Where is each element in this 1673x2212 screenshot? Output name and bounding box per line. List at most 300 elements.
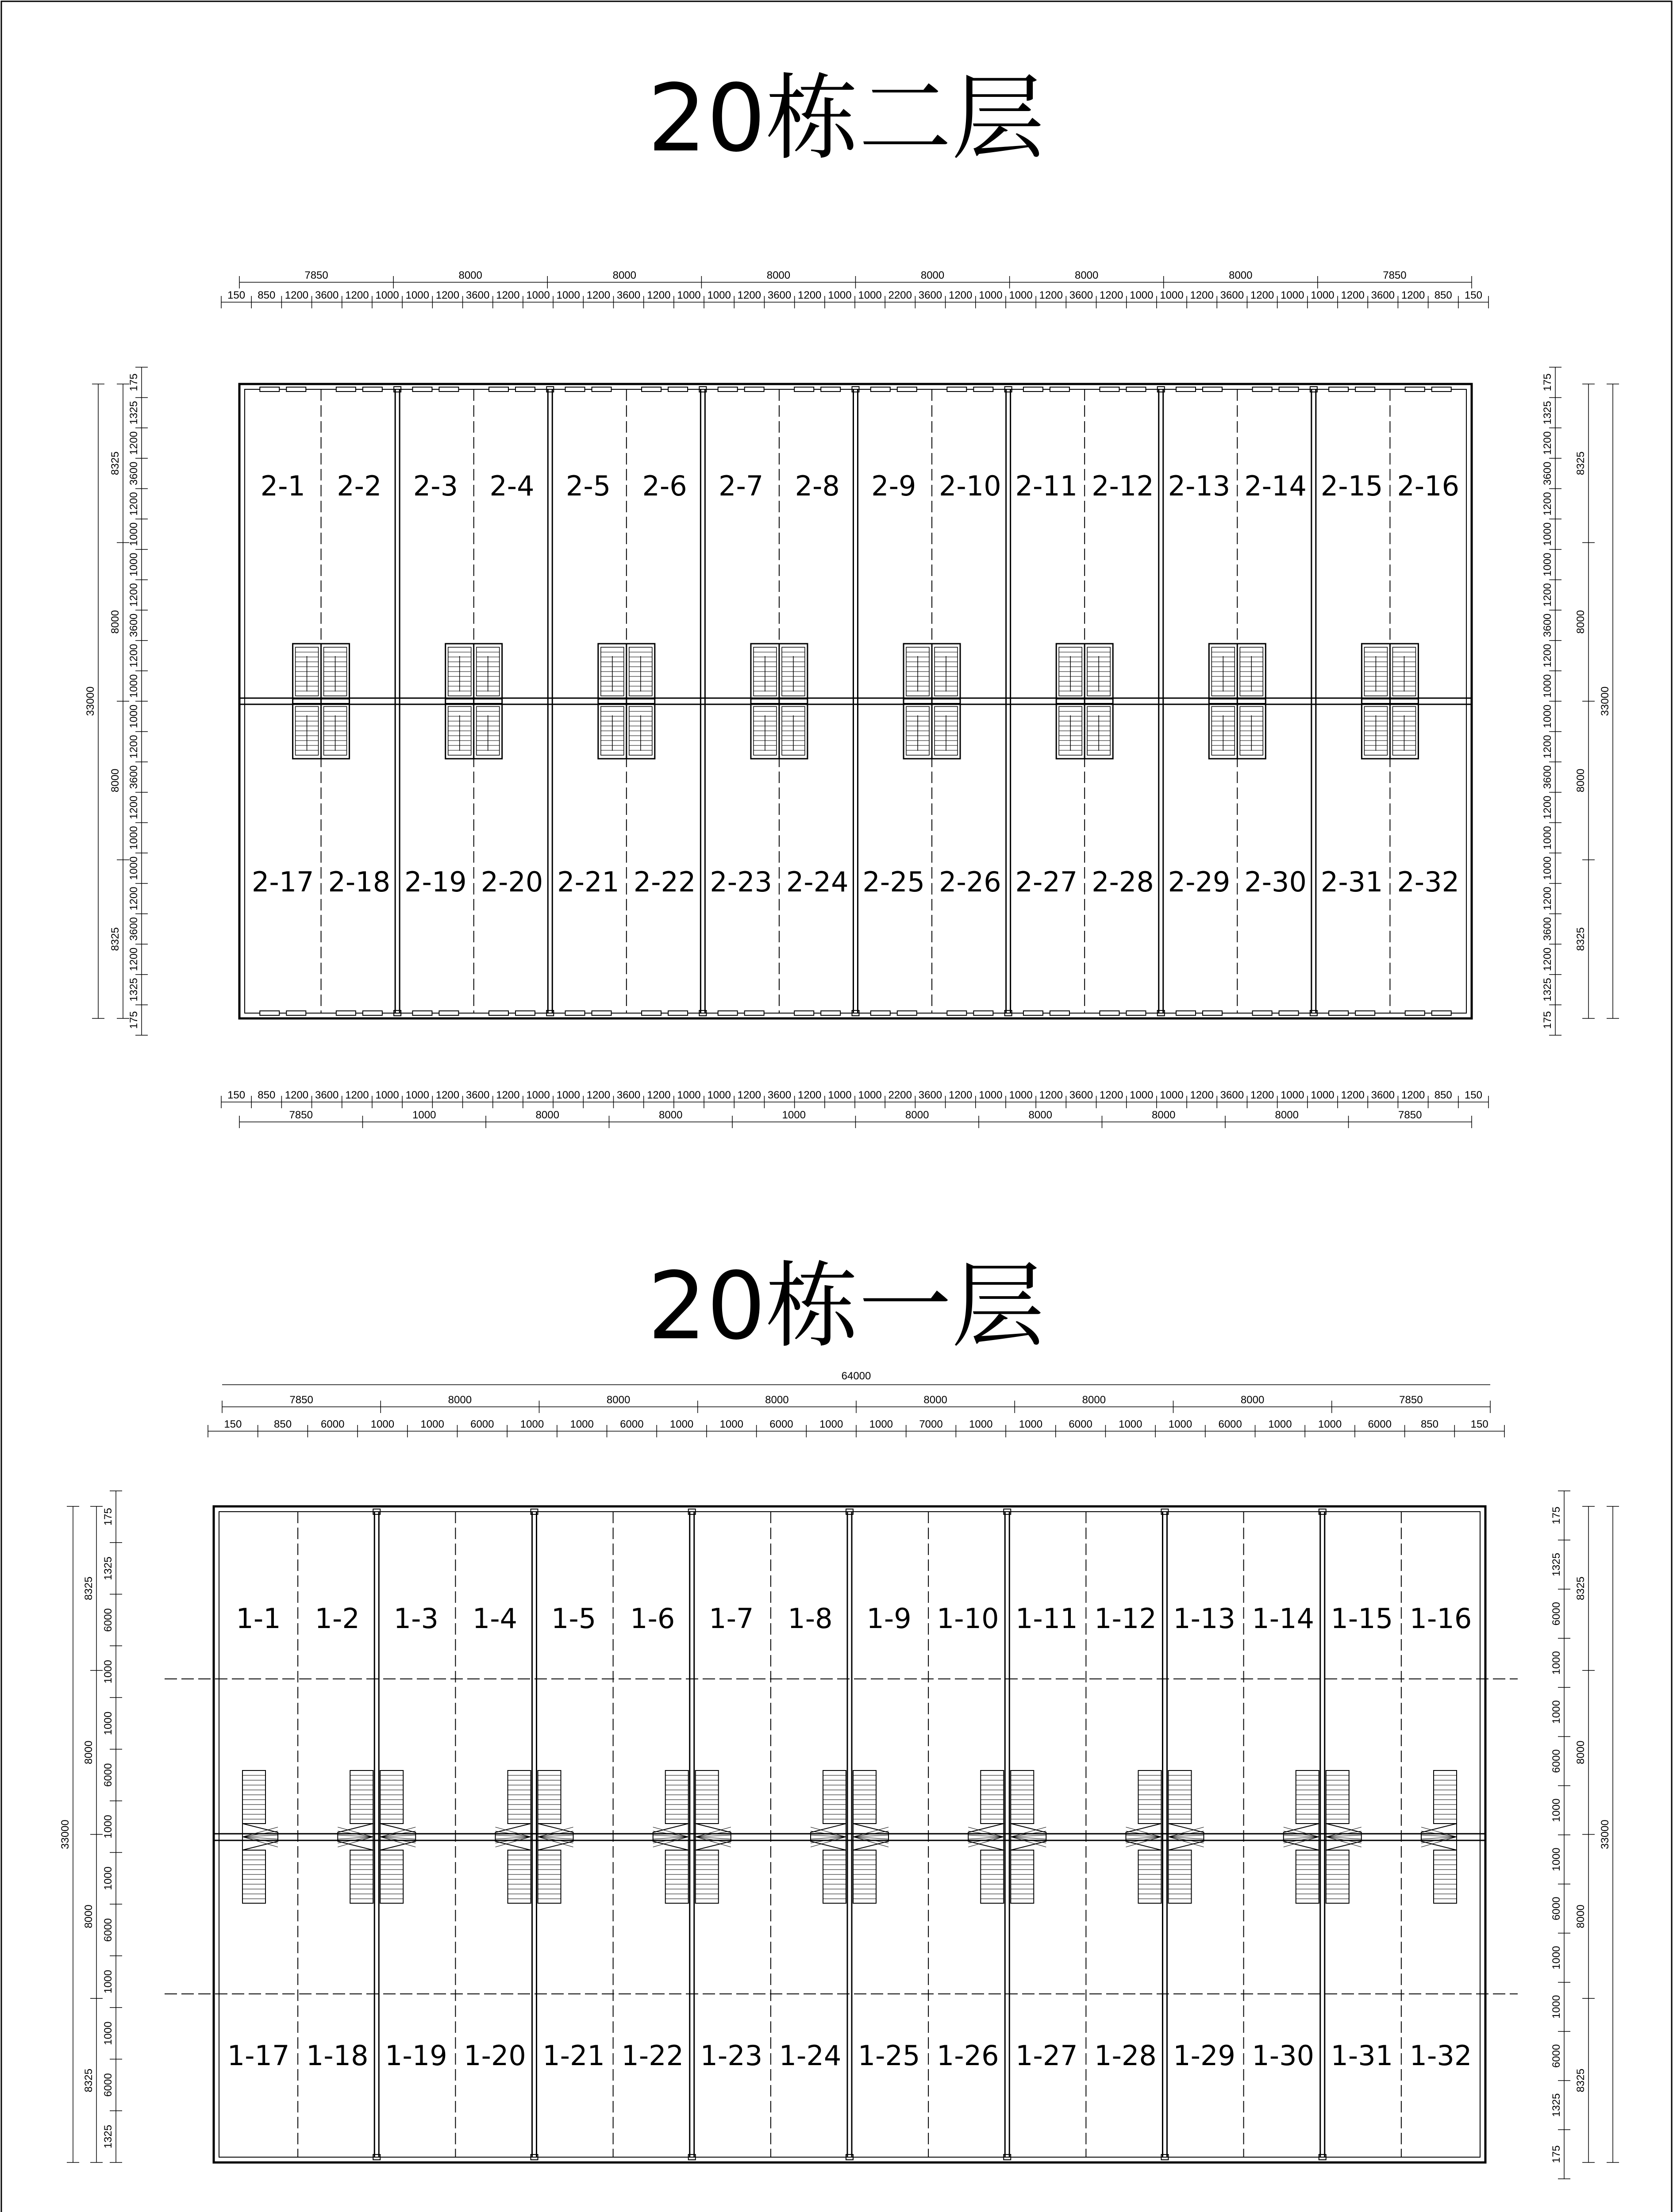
dimension-value: 2200: [888, 1089, 912, 1101]
dimension-value: 3600: [918, 289, 942, 301]
dimension-value: 8000: [1575, 1740, 1587, 1764]
floor1-dimension-left: [59, 1491, 122, 2162]
dimension-value: 1000: [1542, 522, 1554, 546]
unit-label: 1-23: [700, 2039, 763, 2072]
unit-label: 2-3: [413, 470, 458, 502]
window: [1126, 1011, 1146, 1015]
dimension-value: 175: [1542, 1011, 1554, 1029]
floor1-total-length: 64000: [841, 1370, 871, 1382]
stair-flight: [242, 1770, 265, 1824]
unit-label: 1-8: [788, 1602, 833, 1635]
dimension-value: 175: [1542, 373, 1554, 392]
window: [592, 1011, 612, 1015]
window: [1279, 387, 1299, 392]
window: [1100, 1011, 1119, 1015]
dimension-value: 1325: [1550, 2093, 1562, 2117]
dimension-value: 1000: [1542, 553, 1554, 576]
dimension-value: 3600: [1371, 1089, 1395, 1101]
dimension-value: 1000: [526, 1089, 550, 1101]
window: [1355, 1011, 1375, 1015]
window: [1050, 387, 1069, 392]
dimension-value: 7850: [289, 1109, 313, 1121]
dimension-value: 1200: [1099, 1089, 1123, 1101]
dimension-value: 8000: [448, 1394, 472, 1406]
dimension-value: 1325: [102, 1556, 114, 1580]
dimension-value: 150: [1470, 1418, 1488, 1430]
dimension-value: 1000: [128, 553, 140, 576]
dimension-value: 850: [1434, 1089, 1452, 1101]
dimension-value: 8000: [1082, 1394, 1106, 1406]
stair-flight: [1011, 1770, 1034, 1824]
dimension-value: 1000: [1311, 289, 1335, 301]
window: [286, 1011, 306, 1015]
window: [412, 387, 432, 392]
stair-flight: [1138, 1770, 1161, 1824]
dimension-value: 1000: [1550, 1700, 1562, 1724]
stair-flight: [1326, 1770, 1349, 1824]
dimension-value: 1200: [1190, 1089, 1214, 1101]
dimension-value: 3600: [128, 765, 140, 789]
dimension-value: 1000: [828, 1089, 852, 1101]
unit-label: 1-32: [1409, 2039, 1472, 2072]
dimension-value: 1000: [420, 1418, 444, 1430]
floor2-unit-labels-top: [261, 470, 1459, 502]
dimension-value: 8325: [1575, 1576, 1587, 1601]
floor2-dimension-top: [221, 269, 1488, 308]
unit-label: 2-13: [1168, 470, 1231, 502]
dimension-value: 850: [274, 1418, 292, 1430]
dimension-value: 1200: [1542, 431, 1554, 455]
window: [489, 1011, 508, 1015]
dimension-value: 8000: [920, 269, 945, 281]
dimension-value: 7850: [1399, 1394, 1423, 1406]
window: [515, 387, 535, 392]
dimension-value: 1000: [102, 1866, 114, 1890]
dimension-value: 1200: [496, 1089, 520, 1101]
window: [1050, 1011, 1069, 1015]
unit-label: 2-5: [565, 470, 611, 502]
dimension-value: 1000: [556, 1089, 580, 1101]
dimension-value: 8000: [458, 269, 482, 281]
dimension-value: 6000: [1550, 1897, 1562, 1920]
stair-landing: [1126, 1824, 1161, 1850]
window: [1329, 1011, 1348, 1015]
unit-label: 2-19: [404, 866, 467, 898]
unit-label: 2-12: [1092, 470, 1154, 502]
dimension-value: 150: [227, 289, 246, 301]
dimension-value: 1000: [1311, 1089, 1335, 1101]
window: [871, 1011, 890, 1015]
dimension-value: 33000: [1599, 1820, 1611, 1849]
dimension-value: 1000: [1550, 1847, 1562, 1871]
unit-label: 2-24: [786, 866, 849, 898]
dimension-value: 175: [128, 373, 140, 392]
dimension-value: 1200: [737, 289, 762, 301]
window: [642, 1011, 661, 1015]
dimension-value: 3600: [1069, 289, 1093, 301]
dimension-value: 3600: [1542, 765, 1554, 789]
dimension-value: 6000: [1550, 2044, 1562, 2068]
dimension-value: 7850: [289, 1394, 313, 1406]
dimension-value: 3600: [1220, 289, 1244, 301]
window: [947, 1011, 966, 1015]
dimension-value: 6000: [102, 1763, 114, 1787]
unit-label: 2-20: [481, 866, 543, 898]
floor1-unit-labels-top: [236, 1602, 1472, 1635]
window: [286, 387, 306, 392]
dimension-value: 150: [1464, 289, 1482, 301]
dimension-value: 3600: [315, 289, 339, 301]
dimension-value: 1200: [128, 947, 140, 972]
dimension-value: 1000: [1318, 1418, 1342, 1430]
dimension-value: 1000: [1550, 1651, 1562, 1675]
dimension-value: 7850: [304, 269, 328, 281]
unit-label: 2-21: [557, 866, 619, 898]
dimension-value: 1000: [1130, 1089, 1154, 1101]
stair-landing: [853, 1824, 888, 1850]
stair-flight: [696, 1770, 719, 1824]
unit-label: 1-2: [315, 1602, 360, 1635]
dimension-value: 1200: [1099, 289, 1123, 301]
dimension-value: 8000: [1229, 269, 1253, 281]
unit-label: 2-16: [1397, 470, 1460, 502]
stair-flight: [1434, 1850, 1457, 1903]
dimension-value: 1000: [858, 289, 882, 301]
unit-label: 1-11: [1015, 1602, 1078, 1635]
dimension-value: 1000: [570, 1418, 594, 1430]
floor2-dimension-left: [85, 367, 148, 1035]
dimension-value: 850: [1434, 289, 1452, 301]
unit-label: 2-32: [1397, 866, 1460, 898]
dimension-value: 1000: [556, 289, 580, 301]
window: [565, 387, 585, 392]
dimension-value: 1200: [1542, 947, 1554, 972]
dimension-value: 3600: [1371, 289, 1395, 301]
stair-landing: [538, 1824, 573, 1850]
dimension-value: 1000: [1542, 856, 1554, 880]
dimension-value: 3600: [616, 289, 641, 301]
dimension-value: 33000: [1599, 686, 1611, 716]
dimension-value: 8000: [1240, 1394, 1265, 1406]
unit-label: 2-17: [251, 866, 314, 898]
dimension-value: 1000: [1281, 1089, 1304, 1101]
dimension-value: 1000: [526, 289, 550, 301]
dimension-value: 1200: [1341, 1089, 1365, 1101]
dimension-value: 850: [1420, 1418, 1438, 1430]
dimension-value: 1325: [102, 2124, 114, 2149]
dimension-value: 8325: [83, 1576, 95, 1601]
dimension-value: 1000: [1160, 289, 1184, 301]
dimension-value: 1000: [677, 289, 701, 301]
window: [260, 387, 279, 392]
dimension-value: 1000: [1550, 1946, 1562, 1970]
dimension-value: 1325: [1542, 978, 1554, 1002]
dimension-value: 3600: [1220, 1089, 1244, 1101]
dimension-value: 1000: [1160, 1089, 1184, 1101]
dimension-value: 1000: [1009, 289, 1033, 301]
dimension-value: 1000: [128, 522, 140, 546]
dimension-value: 1000: [412, 1109, 436, 1121]
window: [668, 1011, 688, 1015]
dimension-value: 8325: [1575, 927, 1587, 951]
window: [1176, 387, 1196, 392]
dimension-value: 1200: [1401, 289, 1425, 301]
dimension-value: 3600: [616, 1089, 641, 1101]
unit-label: 2-1: [260, 470, 305, 502]
dimension-value: 6000: [102, 1918, 114, 1942]
dimension-value: 8325: [1575, 451, 1587, 475]
stair-landing: [496, 1824, 531, 1850]
unit-label: 2-26: [938, 866, 1001, 898]
window: [1203, 1011, 1222, 1015]
window: [1253, 387, 1272, 392]
dimension-value: 8000: [765, 1394, 789, 1406]
window: [718, 387, 738, 392]
dimension-value: 8000: [1152, 1109, 1176, 1121]
stair-flight: [1138, 1850, 1161, 1903]
dimension-value: 8000: [1575, 1905, 1587, 1928]
window: [515, 1011, 535, 1015]
stair-flight: [665, 1850, 688, 1903]
floor1-stairs: [242, 1770, 1457, 1903]
dimension-value: 1000: [375, 1089, 399, 1101]
dimension-value: 1000: [707, 289, 731, 301]
dimension-value: 1200: [647, 289, 671, 301]
dimension-value: 6000: [1069, 1418, 1092, 1430]
dimension-value: 1325: [1550, 1552, 1562, 1577]
floor2-title: 20栋二层: [647, 64, 1045, 173]
stair-flight: [350, 1770, 373, 1824]
dimension-value: 1000: [1168, 1418, 1192, 1430]
dimension-value: 1000: [707, 1089, 731, 1101]
window: [1432, 1011, 1451, 1015]
unit-label: 2-27: [1015, 866, 1078, 898]
dimension-value: 850: [258, 1089, 276, 1101]
dimension-value: 1000: [370, 1418, 395, 1430]
dimension-value: 1200: [1542, 735, 1554, 759]
dimension-value: 1200: [1542, 887, 1554, 910]
stair-flight: [1296, 1770, 1319, 1824]
dimension-value: 1200: [128, 735, 140, 759]
dimension-value: 33000: [85, 686, 96, 716]
window: [897, 1011, 917, 1015]
window: [642, 387, 661, 392]
window: [794, 1011, 814, 1015]
stair-flight: [508, 1850, 531, 1903]
dimension-value: 1000: [828, 289, 852, 301]
dimension-value: 175: [1550, 1506, 1562, 1525]
dimension-value: 8325: [109, 451, 121, 475]
dimension-value: 1000: [520, 1418, 544, 1430]
unit-label: 2-4: [489, 470, 535, 502]
window: [668, 387, 688, 392]
dimension-value: 1200: [1190, 289, 1214, 301]
unit-label: 1-27: [1015, 2039, 1078, 2072]
dimension-value: 3600: [918, 1089, 942, 1101]
stair-flight: [823, 1770, 846, 1824]
unit-label: 1-4: [472, 1602, 518, 1635]
dimension-value: 33000: [59, 1820, 71, 1849]
stair-flight: [508, 1770, 531, 1824]
window: [973, 1011, 993, 1015]
dimension-value: 3600: [1069, 1089, 1093, 1101]
window: [489, 387, 508, 392]
unit-label: 1-22: [621, 2039, 684, 2072]
dimension-value: 1000: [979, 1089, 1003, 1101]
stair-landing: [968, 1824, 1004, 1850]
unit-label: 1-1: [236, 1602, 281, 1635]
dimension-value: 1200: [345, 1089, 369, 1101]
dimension-value: 2200: [888, 289, 912, 301]
dimension-value: 3600: [128, 613, 140, 637]
dimension-value: 6000: [1218, 1418, 1242, 1430]
window: [1355, 387, 1375, 392]
dimension-value: 1000: [1268, 1418, 1292, 1430]
unit-label: 2-7: [719, 470, 764, 502]
dimension-value: 1000: [1119, 1418, 1142, 1430]
dimension-value: 3600: [1542, 461, 1554, 485]
unit-label: 2-8: [795, 470, 840, 502]
dimension-value: 1200: [435, 1089, 460, 1101]
dimension-value: 1200: [128, 887, 140, 910]
dimension-value: 8000: [109, 768, 121, 792]
unit-label: 1-26: [936, 2039, 999, 2072]
dimension-value: 1200: [128, 795, 140, 819]
dimension-value: 1200: [285, 1089, 309, 1101]
dimension-value: 8325: [1575, 2068, 1587, 2093]
dimension-value: 1325: [1542, 401, 1554, 425]
dimension-value: 1200: [586, 1089, 611, 1101]
window: [439, 387, 458, 392]
window: [947, 387, 966, 392]
dimension-value: 1000: [375, 289, 399, 301]
dimension-value: 8000: [83, 1905, 95, 1928]
dimension-value: 6000: [102, 1608, 114, 1632]
unit-label: 2-23: [710, 866, 773, 898]
window: [363, 1011, 382, 1015]
dimension-value: 175: [1550, 2145, 1562, 2163]
dimension-value: 1000: [102, 1711, 114, 1736]
dimension-value: 850: [258, 289, 276, 301]
dimension-value: 1000: [405, 1089, 429, 1101]
dimension-value: 1000: [102, 1659, 114, 1684]
unit-label: 2-22: [633, 866, 696, 898]
unit-label: 2-2: [337, 470, 382, 502]
window: [1432, 387, 1451, 392]
unit-label: 2-25: [862, 866, 925, 898]
unit-label: 1-7: [709, 1602, 754, 1635]
dimension-value: 8000: [83, 1740, 95, 1764]
sheet-border: [1, 1, 1672, 2212]
stair-landing: [1284, 1824, 1319, 1850]
dimension-value: 1000: [102, 2021, 114, 2045]
dimension-value: 1200: [285, 289, 309, 301]
window: [1203, 387, 1222, 392]
floor2-stairs: [293, 644, 1419, 759]
stair-flight: [380, 1850, 403, 1903]
dimension-value: 8000: [766, 269, 791, 281]
dimension-value: 1000: [869, 1418, 893, 1430]
stair-flight: [1296, 1850, 1319, 1903]
dimension-value: 1200: [1542, 583, 1554, 607]
unit-label: 1-15: [1331, 1602, 1393, 1635]
window: [363, 387, 382, 392]
dimension-value: 1200: [1401, 1089, 1425, 1101]
dimension-value: 6000: [769, 1418, 793, 1430]
window: [1023, 1011, 1043, 1015]
dimension-value: 8000: [606, 1394, 631, 1406]
dimension-value: 1000: [1542, 674, 1554, 698]
dimension-value: 1000: [128, 674, 140, 698]
floor1-title: 20栋一层: [647, 1252, 1045, 1360]
unit-label: 1-25: [858, 2039, 920, 2072]
dimension-value: 8000: [1275, 1109, 1299, 1121]
dimension-value: 1200: [1542, 492, 1554, 516]
stair-landing: [338, 1824, 373, 1850]
dimension-value: 6000: [620, 1418, 644, 1430]
unit-label: 2-11: [1015, 470, 1078, 502]
dimension-value: 8000: [1575, 610, 1587, 634]
unit-label: 2-29: [1168, 866, 1231, 898]
dimension-value: 1200: [586, 289, 611, 301]
dimension-value: 1200: [948, 1089, 973, 1101]
dimension-value: 7850: [1383, 269, 1407, 281]
dimension-value: 8000: [1575, 768, 1587, 792]
dimension-value: 3600: [128, 461, 140, 485]
dimension-value: 150: [224, 1418, 242, 1430]
dimension-value: 1200: [1542, 795, 1554, 819]
window: [745, 1011, 764, 1015]
dimension-value: 1325: [128, 401, 140, 425]
dimension-value: 1000: [677, 1089, 701, 1101]
dimension-value: 1200: [948, 289, 973, 301]
unit-label: 1-24: [779, 2039, 842, 2072]
unit-label: 1-3: [393, 1602, 438, 1635]
unit-label: 1-19: [385, 2039, 447, 2072]
stair-flight: [1434, 1770, 1457, 1824]
stair-flight: [380, 1770, 403, 1824]
stair-flight: [853, 1850, 876, 1903]
stair-flight: [853, 1770, 876, 1824]
floor2-plan: [85, 64, 1619, 1128]
dimension-value: 8000: [612, 269, 637, 281]
unit-label: 2-9: [871, 470, 916, 502]
dimension-value: 1000: [669, 1418, 694, 1430]
dimension-value: 175: [102, 1508, 114, 1526]
window: [412, 1011, 432, 1015]
dimension-value: 3600: [465, 1089, 490, 1101]
dimension-value: 1000: [1550, 1995, 1562, 2019]
floor1-dimension-right: [1550, 1491, 1619, 2179]
dimension-value: 1000: [405, 289, 429, 301]
dimension-value: 6000: [102, 2073, 114, 2097]
dimension-value: 1200: [647, 1089, 671, 1101]
window: [718, 1011, 738, 1015]
window: [1126, 387, 1146, 392]
dimension-value: 3600: [767, 1089, 792, 1101]
window: [260, 1011, 279, 1015]
window: [1405, 387, 1425, 392]
stair-landing: [653, 1824, 688, 1850]
window: [871, 387, 890, 392]
dimension-value: 3600: [128, 917, 140, 941]
dimension-value: 1000: [1542, 704, 1554, 729]
stair-flight: [1169, 1770, 1192, 1824]
window: [1405, 1011, 1425, 1015]
window: [592, 387, 612, 392]
window: [794, 387, 814, 392]
unit-label: 1-28: [1094, 2039, 1157, 2072]
